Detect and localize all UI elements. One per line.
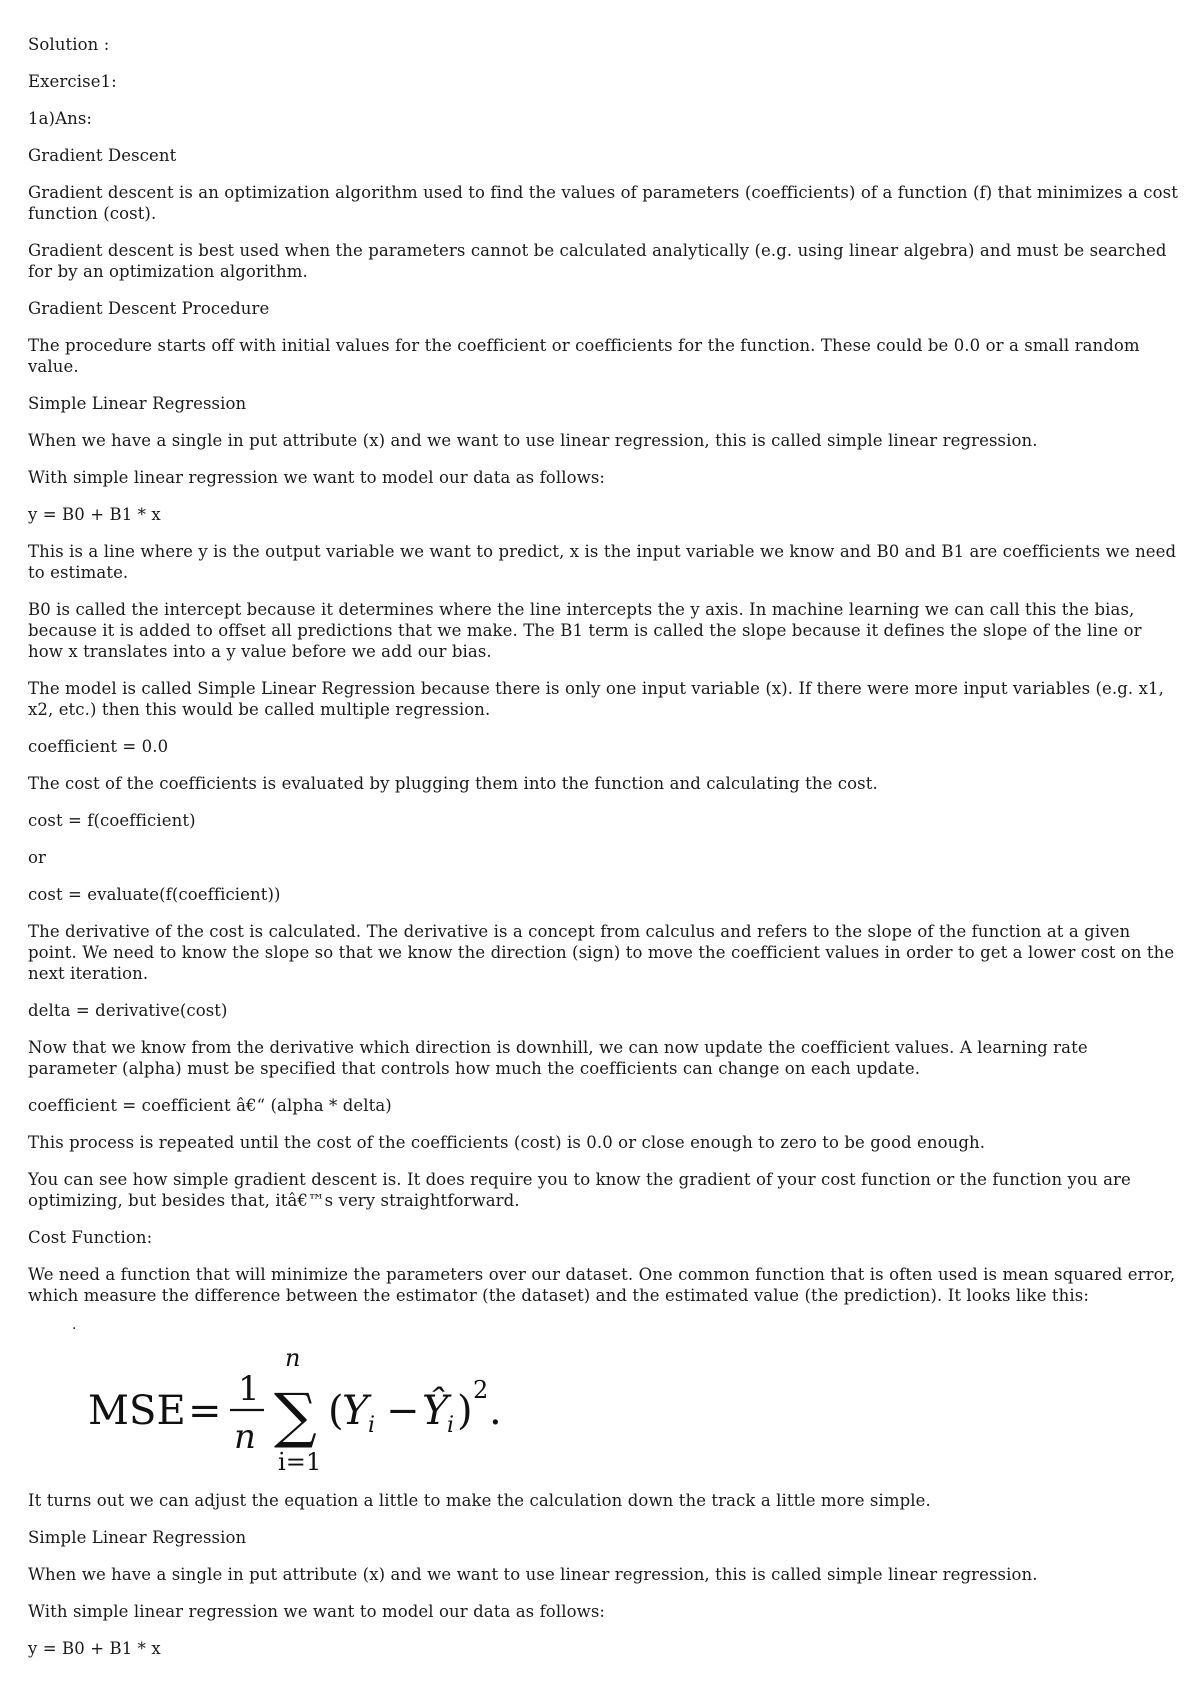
paragraph-adjust-equation: It turns out we can adjust the equation a little to make the calculation down the track a little more simple. xyxy=(28,1491,931,1510)
paragraph-gd-definition: Gradient descent is an optimization algorithm used to find the values of parameters (coefficients) of a function (f) that minimizes a cost function (cost). xyxy=(28,183,1178,223)
paragraph-line-description: This is a line where y is the output variable we want to predict, x is the input variable we know and B0 and B1 are coefficients we need to estimate. xyxy=(28,542,1177,582)
paragraph-intercept-slope: B0 is called the intercept because it determines where the line intercepts the y axis. In machine learning we can call this the bias, because it is added to offset all predictions that we make. The B1 term is called the slope because it defines the slope of the line or how x translates into a y value before we add our bias. xyxy=(28,600,1142,661)
paragraph-mse-intro: We need a function that will minimize the parameters over our dataset. One common function that is often used is mean squared error, which measure the difference between the estimator (the dataset) and the estimated value (the prediction). It looks like this: xyxy=(28,1265,1176,1305)
equation-linear-model-2: y = B0 + B1 * x xyxy=(28,1639,161,1658)
paragraph-repeat-process: This process is repeated until the cost of the coefficients (cost) is 0.0 or close enough to zero to be good enough. xyxy=(28,1133,986,1152)
paragraph-learning-rate: Now that we know from the derivative which direction is downhill, we can now update the coefficient values. A learning rate parameter (alpha) must be specified that controls how much the coefficients can change on each update. xyxy=(28,1038,1088,1078)
formula-numerator: 1 xyxy=(238,1369,260,1409)
paragraph-cost-evaluation: The cost of the coefficients is evaluated by plugging them into the function and calculating the cost. xyxy=(28,774,878,793)
paragraph-single-input-2: When we have a single in put attribute (x) and we want to use linear regression, this is called simple linear regression. xyxy=(28,1565,1038,1584)
formula-period: . xyxy=(489,1388,502,1434)
formula-yhat: Ŷ xyxy=(422,1388,449,1434)
mse-formula xyxy=(28,1322,1178,1482)
sum-lower-limit: i=1 xyxy=(278,1448,322,1474)
formula-dot: · xyxy=(72,1321,77,1337)
answer-label: 1a)Ans: xyxy=(28,109,93,128)
formula-y-subscript: i xyxy=(368,1413,376,1438)
formula-open-paren: ( xyxy=(328,1388,344,1434)
paragraph-simple-gd: You can see how simple gradient descent is. It does require you to know the gradient of your cost function or the function you are optimizing, but besides that, itâ€™s very straightforward. xyxy=(28,1170,1131,1210)
formula-equals: = xyxy=(188,1388,222,1434)
sum-upper-limit: n xyxy=(285,1344,301,1372)
paragraph-procedure: The procedure starts off with initial values for the coefficient or coefficients for the function. These could be 0.0 or a small random value. xyxy=(28,336,1140,376)
heading-gradient-descent: Gradient Descent xyxy=(28,146,177,165)
formula-y: Y xyxy=(342,1388,369,1434)
paragraph-model-data-2: With simple linear regression we want to model our data as follows: xyxy=(28,1602,606,1621)
heading-cost-function: Cost Function: xyxy=(28,1228,153,1247)
equation-coefficient-init: coefficient = 0.0 xyxy=(28,737,169,756)
paragraph-derivative: The derivative of the cost is calculated. The derivative is a concept from calculus and refers to the slope of the function at a given point. We need to know the slope so that we know the direction (sign) to move the coefficient values in order to get a lower cost on the next iteration. xyxy=(28,922,1175,983)
solution-label: Solution : xyxy=(28,35,110,54)
heading-simple-linear-regression: Simple Linear Regression xyxy=(28,394,247,413)
equation-cost: cost = f(coefficient) xyxy=(28,811,196,830)
formula-power: 2 xyxy=(473,1376,489,1404)
paragraph-single-input: When we have a single in put attribute (x) and we want to use linear regression, this is called simple linear regression. xyxy=(28,431,1038,450)
formula-minus: − xyxy=(386,1388,420,1434)
paragraph-model-data: With simple linear regression we want to model our data as follows: xyxy=(28,468,606,487)
formula-yhat-subscript: i xyxy=(447,1413,455,1438)
exercise-label: Exercise1: xyxy=(28,72,117,91)
equation-delta: delta = derivative(cost) xyxy=(28,1001,228,1020)
equation-coefficient-update: coefficient = coefficient â€“ (alpha * delta) xyxy=(28,1096,392,1115)
formula-denominator: n xyxy=(234,1417,256,1457)
sum-sigma: ∑ xyxy=(274,1381,317,1451)
text-or: or xyxy=(28,848,47,867)
equation-cost-evaluate: cost = evaluate(f(coefficient)) xyxy=(28,885,281,904)
paragraph-model-name: The model is called Simple Linear Regression because there is only one input variable (x). If there were more input variables (e.g. x1, x2, etc.) then this would be called multiple regression. xyxy=(28,679,1164,719)
paragraph-gd-usage: Gradient descent is best used when the parameters cannot be calculated analytically (e.g. using linear algebra) and must be searched for by an optimization algorithm. xyxy=(28,241,1167,281)
formula-lhs: MSE xyxy=(88,1388,186,1434)
heading-gd-procedure: Gradient Descent Procedure xyxy=(28,299,270,318)
formula-close-paren: ) xyxy=(457,1388,473,1434)
heading-simple-linear-regression-2: Simple Linear Regression xyxy=(28,1528,247,1547)
equation-linear-model: y = B0 + B1 * x xyxy=(28,505,161,524)
mse-formula-graphic xyxy=(52,1344,522,1474)
document-body xyxy=(28,34,1178,1675)
